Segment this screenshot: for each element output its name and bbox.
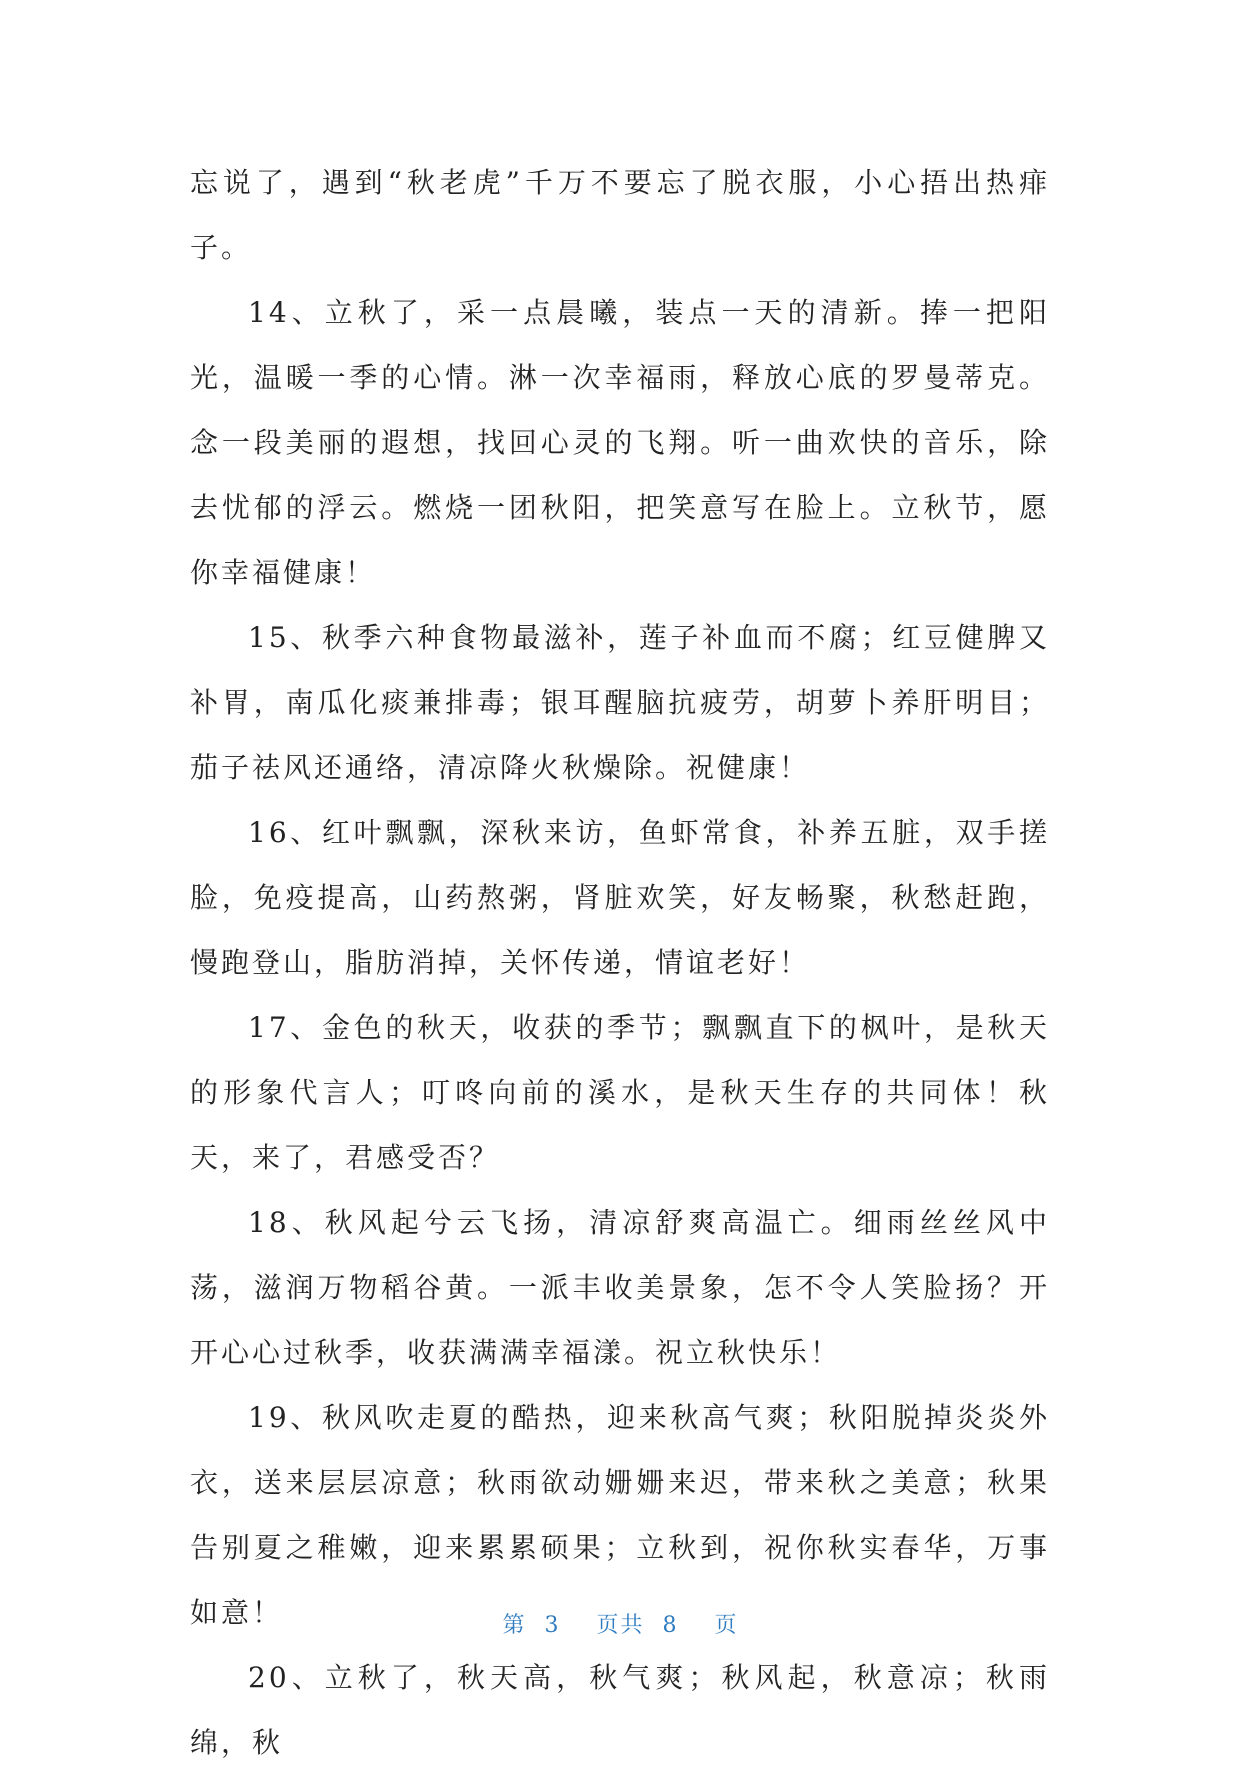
paragraph-18: 18、秋风起兮云飞扬，清凉舒爽高温亡。细雨丝丝风中荡，滋润万物稻谷黄。一派丰收美景象，怎不令人笑脸扬？开开心心过秋季，收获满满幸福漾。祝立秋快乐！ (190, 1206, 1050, 1369)
footer-prefix: 第 (502, 1613, 527, 1638)
page-body (190, 150, 1050, 1775)
footer-total-pages: 8 (662, 1613, 679, 1638)
paragraph-14: 14、立秋了，采一点晨曦，装点一天的清新。捧一把阳光，温暖一季的心情。淋一次幸福雨，释放心底的罗曼蒂克。念一段美丽的遐想，找回心灵的飞翔。听一曲欢快的音乐，除去忧郁的浮云。燃烧一团秋阳，把笑意写在脸上。立秋节，愿你幸福健康！ (190, 296, 1050, 589)
paragraph-17: 17、金色的秋天，收获的季节；飘飘直下的枫叶，是秋天的形象代言人；叮咚向前的溪水，是秋天生存的共同体！秋天，来了，君感受否？ (190, 1011, 1050, 1174)
footer-middle: 页共 (596, 1613, 645, 1638)
paragraph-19: 19、秋风吹走夏的酷热，迎来秋高气爽；秋阳脱掉炎炎外衣，送来层层凉意；秋雨欲动姗姗来迟，带来秋之美意；秋果告别夏之稚嫩，迎来累累硕果；立秋到，祝你秋实春华，万事如意！ (190, 1401, 1050, 1629)
page-footer (0, 1608, 1241, 1639)
paragraph-0: 忘说了，遇到“秋老虎”千万不要忘了脱衣服，小心捂出热痱子。 (190, 166, 1050, 264)
footer-current-page: 3 (544, 1613, 561, 1638)
paragraph-20: 20、立秋了，秋天高，秋气爽；秋风起，秋意凉；秋雨绵，秋 (190, 1661, 1050, 1759)
footer-suffix: 页 (714, 1613, 739, 1638)
paragraph-15: 15、秋季六种食物最滋补，莲子补血而不腐；红豆健脾又补胃，南瓜化痰兼排毒；银耳醒脑抗疲劳，胡萝卜养肝明目；茄子祛风还通络，清凉降火秋燥除。祝健康！ (190, 621, 1050, 784)
paragraph-16: 16、红叶飘飘，深秋来访，鱼虾常食，补养五脏，双手搓脸，免疫提高，山药熬粥，肾脏欢笑，好友畅聚，秋愁赶跑，慢跑登山，脂肪消掉，关怀传递，情谊老好！ (190, 816, 1050, 979)
